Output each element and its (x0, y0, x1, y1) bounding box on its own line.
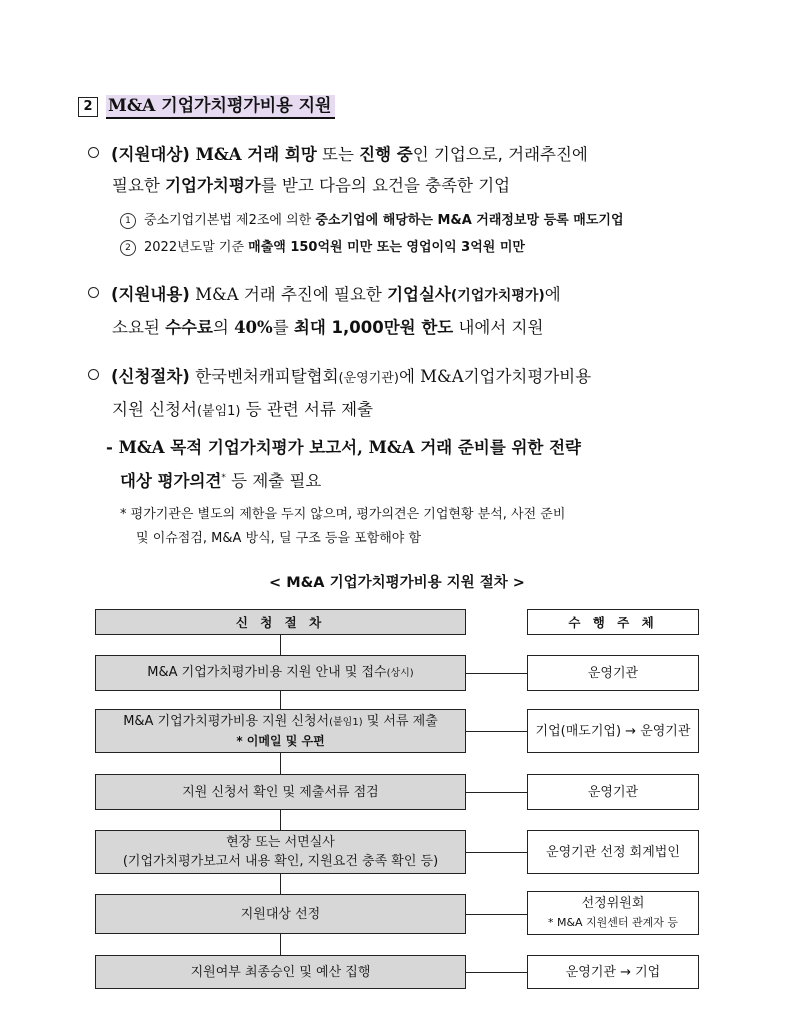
procedure-title: < M&A 기업가치평가비용 지원 절차 > (269, 575, 525, 591)
bullet-text: (기업가치평가) (450, 288, 545, 304)
circled-number: 2 (120, 240, 136, 256)
bullet-text: 내에서 지원 (453, 318, 544, 337)
bullet-text: 최대 1,000만원 한도 (293, 318, 454, 337)
circle-bullet-icon (88, 287, 99, 298)
bullet-text: M&A 거래 추진에 필요한 (189, 285, 388, 304)
circled-number: 1 (120, 213, 136, 229)
section-heading (78, 94, 335, 120)
footnote (120, 503, 730, 551)
bullet-text: 에 M&A기업가치평가비용 (398, 367, 592, 386)
dash-text: 대상 평가의견 (120, 471, 222, 491)
step-note: (상시) (386, 668, 414, 679)
step-note: * 이메일 및 우편 (236, 733, 325, 748)
step-text: 및 서류 제출 (362, 713, 438, 729)
bullet-text: 수수료 (165, 318, 213, 337)
bullet-text: 기업실사 (387, 285, 451, 304)
bullet-text: 인 기업으로, 거래추진에 (412, 145, 588, 164)
step-link (466, 673, 527, 674)
bullet-text: 기업가치평가 (165, 176, 261, 195)
footnote-line: 및 이슈점검, M&A 방식, 딜 구조 등을 포함해야 함 (136, 531, 422, 546)
bullet-label: (지원대상) (111, 145, 190, 164)
actor-box: 운영기관 (527, 655, 699, 691)
actor-note: * M&A 지원센터 관계자 등 (547, 916, 679, 929)
step-link (466, 852, 527, 853)
step-box (95, 709, 466, 753)
left-header: 신 청 절 차 (95, 609, 466, 635)
actor-box (527, 891, 699, 935)
actor-box: 운영기관 → 기업 (527, 955, 699, 989)
section-title: M&A 기업가치평가비용 지원 (106, 95, 335, 119)
requirement-text: 2022년도말 기준 (144, 240, 249, 255)
bullet-content (88, 279, 728, 343)
step-box (95, 655, 466, 691)
step-box: 지원여부 최종승인 및 예산 집행 (95, 955, 466, 989)
bullet-text: 한국벤처캐피탈협회 (189, 367, 339, 386)
step-box: 지원대상 선정 (95, 894, 466, 934)
circle-bullet-icon (88, 147, 99, 158)
section-number: 2 (78, 97, 98, 117)
bullet-text: 40% (234, 318, 273, 337)
step-box: 지원 신청서 확인 및 제출서류 점검 (95, 774, 466, 810)
dash-text: - M&A 목적 기업가치평가 보고서, M&A 거래 준비를 위한 전략 (106, 438, 581, 457)
bullet-text: 에 (544, 285, 561, 304)
footnote-line: * 평가기관은 별도의 제한을 두지 않으며, 평가의견은 기업현황 분석, 사전 준비 (120, 507, 566, 522)
bullet-text: 등 관련 서류 제출 (240, 400, 374, 419)
bullet-label: (지원내용) (111, 285, 190, 304)
step-link (466, 914, 527, 915)
circle-bullet-icon (88, 369, 99, 380)
dash-item (106, 432, 736, 497)
step-text: M&A 기업가치평가비용 지원 신청서 (123, 713, 330, 729)
actor-text: 선정위원회 (581, 896, 645, 911)
bullet-text: M&A 거래 희망 (189, 145, 317, 164)
step-text: (기업가치평가보고서 내용 확인, 지원요건 충족 확인 등) (122, 854, 439, 869)
bullet-text: 또는 (316, 145, 360, 164)
bullet-label: (신청절차) (111, 367, 190, 386)
bullet-target (88, 139, 728, 201)
bullet-text: (운영기관) (338, 371, 399, 386)
dash-text: 등 제출 필요 (225, 471, 322, 491)
bullet-text: 를 (272, 318, 294, 337)
bullet-text: 의 (212, 318, 235, 337)
requirement-text: 중소기업에 해당하는 M&A 거래정보망 등록 매도기업 (315, 213, 624, 228)
step-link (466, 731, 527, 732)
right-header: 수 행 주 체 (527, 609, 699, 635)
requirement-text: 매출액 150억원 미만 또는 영업이익 3억원 미만 (248, 240, 525, 255)
bullet-text: 소요된 (112, 318, 166, 337)
bullet-text: 지원 신청서 (112, 400, 197, 419)
step-text: M&A 기업가치평가비용 지원 안내 및 접수 (147, 665, 387, 680)
bullet-text: 진행 중 (359, 145, 413, 164)
actor-box: 운영기관 선정 회계법인 (527, 830, 699, 874)
footnote-mark: * (221, 473, 226, 483)
actor-box: 기업(매도기업) → 운영기관 (527, 709, 699, 753)
bullet-text: 를 받고 다음의 요건을 충족한 기업 (260, 176, 511, 195)
bullet-text: (붙임1) (196, 404, 241, 419)
bullet-text: 필요한 (112, 176, 166, 195)
requirement-2 (120, 237, 740, 259)
step-link (466, 792, 527, 793)
requirement-1 (120, 210, 740, 232)
step-box (95, 830, 466, 874)
step-text: 현장 또는 서면실사 (226, 835, 335, 850)
requirement-text: 중소기업기본법 제2조에 의한 (144, 213, 316, 228)
bullet-procedure (88, 361, 728, 427)
step-link (466, 972, 527, 973)
step-note: (붙임1) (329, 716, 363, 728)
actor-box: 운영기관 (527, 774, 699, 810)
